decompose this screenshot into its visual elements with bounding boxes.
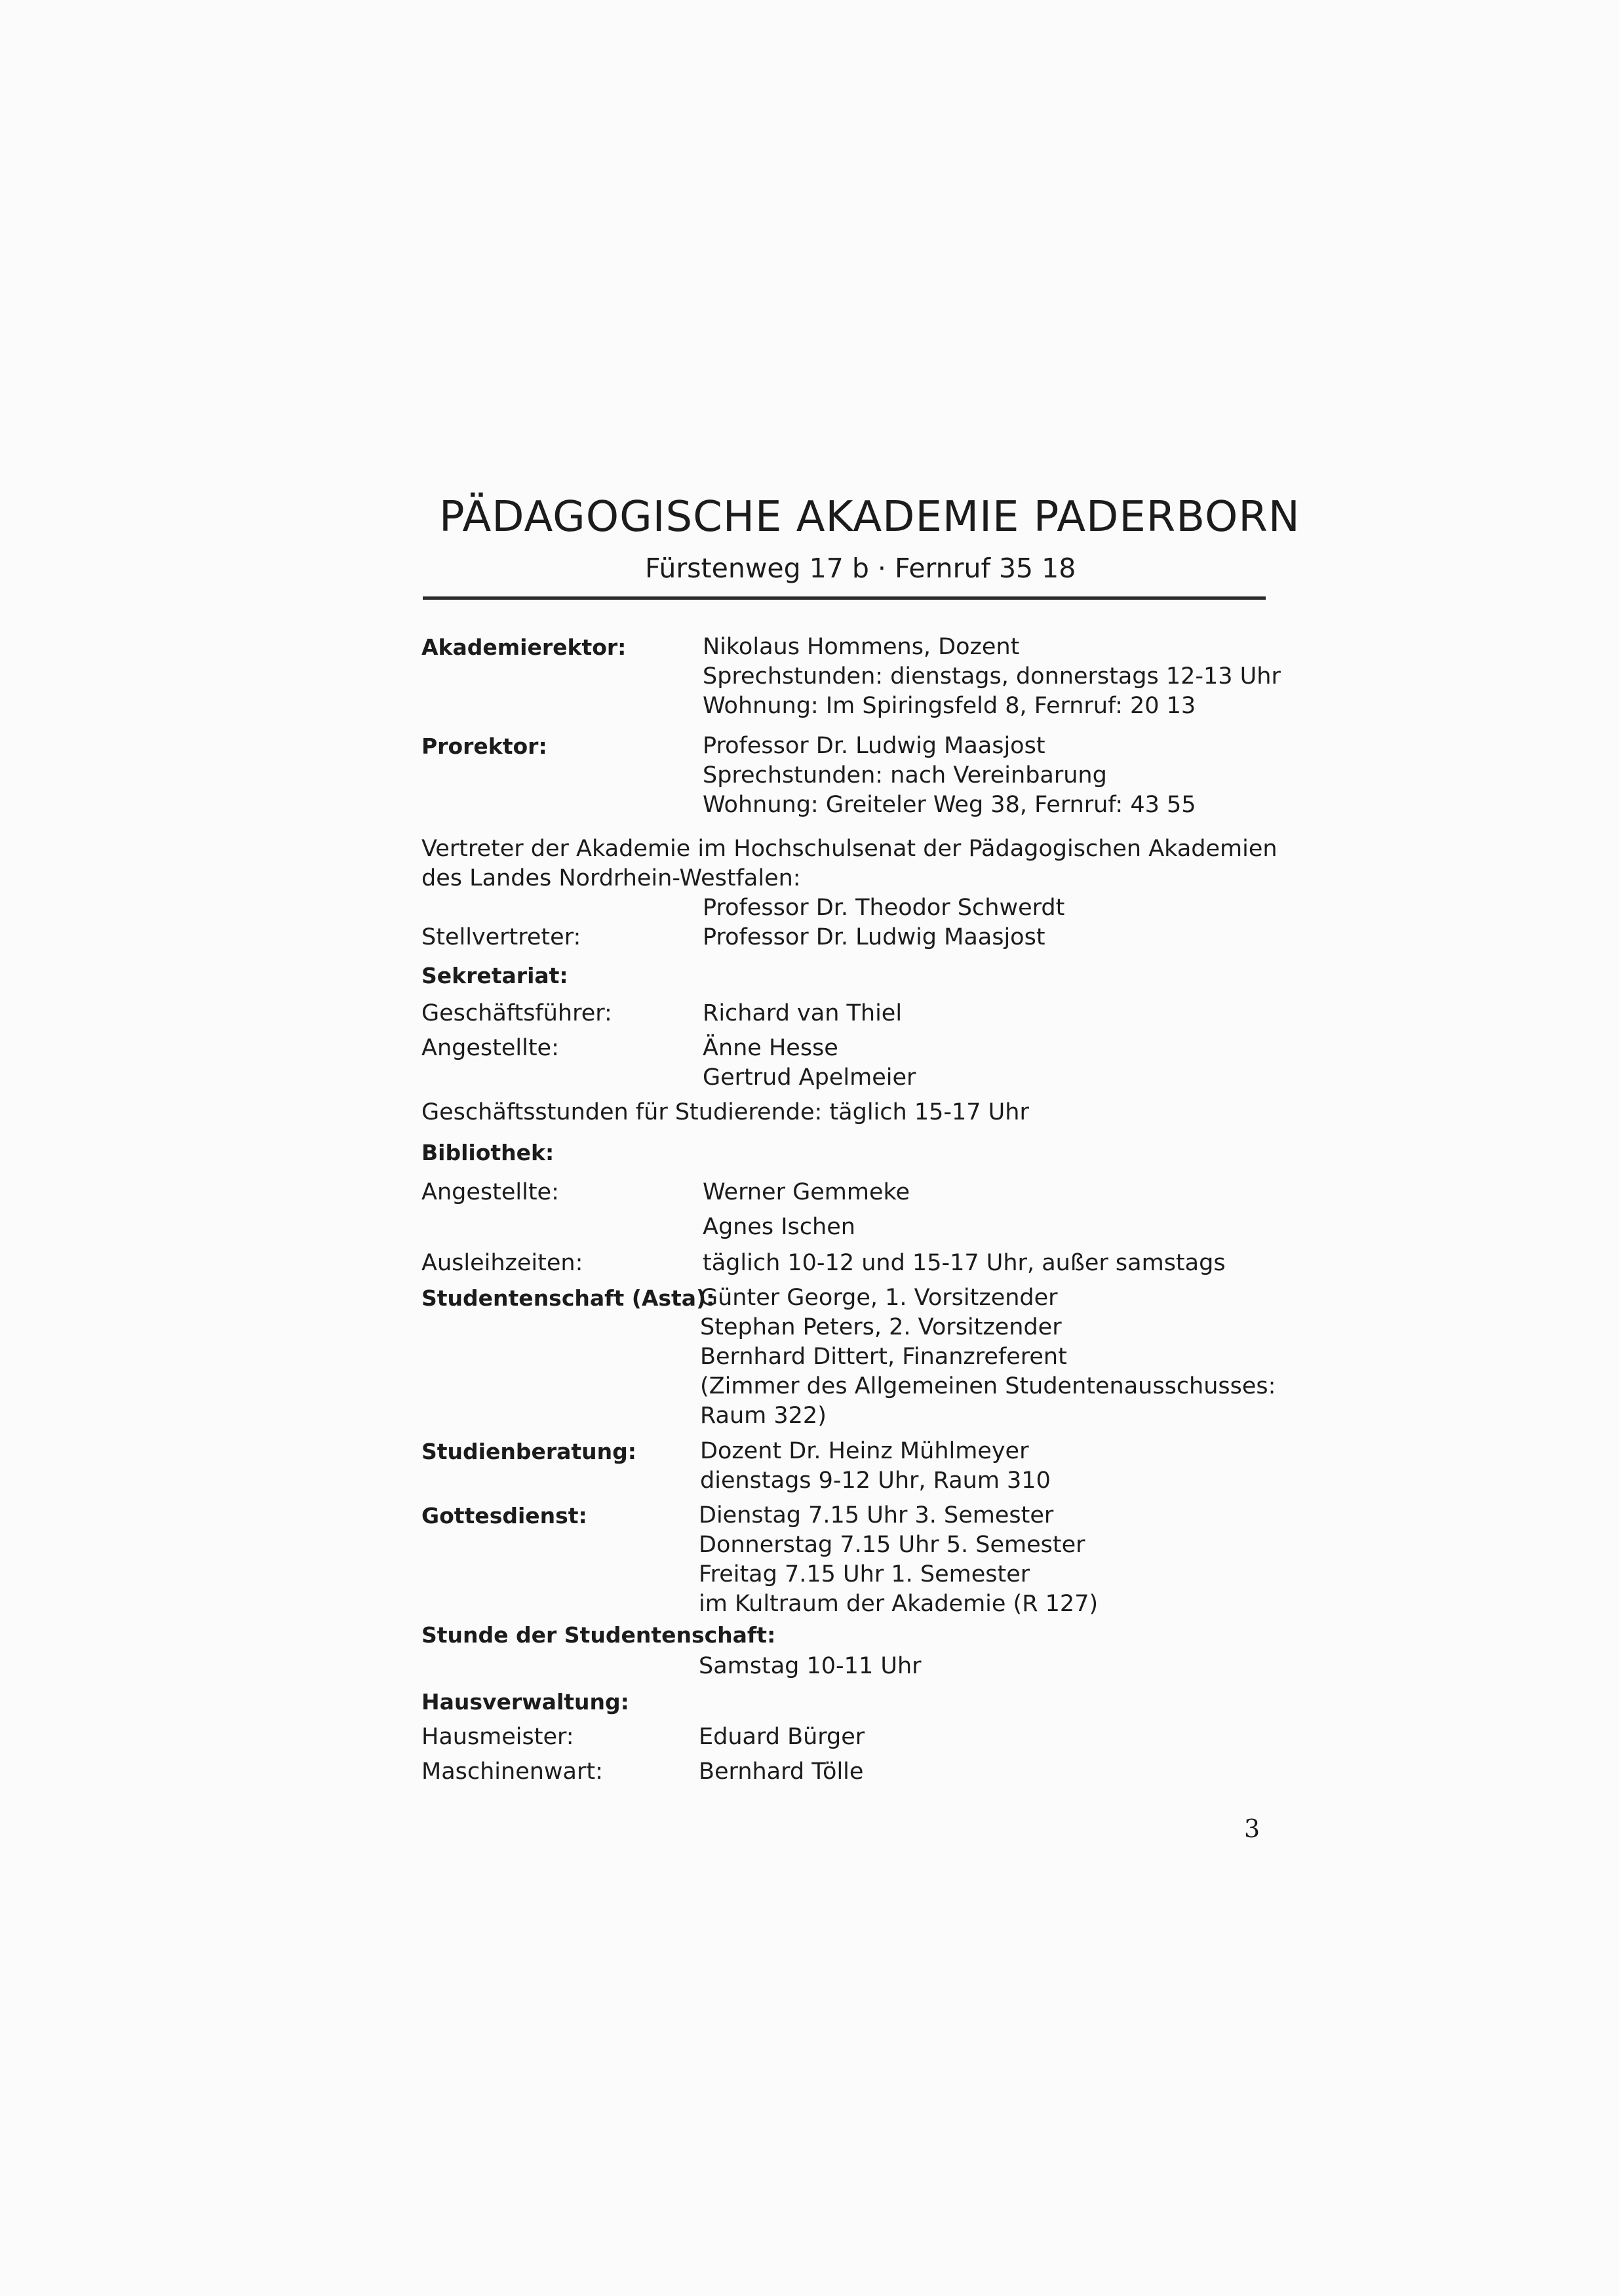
bibliothek-heading: Bibliothek: xyxy=(421,1140,555,1165)
page-title: PÄDAGOGISCHE AKADEMIE PADERBORN xyxy=(439,493,1300,541)
maschinenwart-name: Bernhard Tölle xyxy=(699,1759,864,1785)
ausleih-value: täglich 10-12 und 15-17 Uhr, außer samstags xyxy=(703,1250,1226,1276)
rektor-line: Nikolaus Hommens, Dozent xyxy=(703,634,1020,660)
bib-angestellte-name: Agnes Ischen xyxy=(703,1214,855,1240)
address-line: Fürstenweg 17 b · Fernruf 35 18 xyxy=(645,553,1076,584)
stunde-label: Stunde der Studentenschaft: xyxy=(421,1622,776,1648)
sekretariat-heading: Sekretariat: xyxy=(421,963,568,988)
page-number: 3 xyxy=(1244,1814,1260,1843)
asta-line: Günter George, 1. Vorsitzender xyxy=(700,1285,1058,1311)
studienberatung-line: dienstags 9-12 Uhr, Raum 310 xyxy=(700,1468,1051,1494)
vertreter-name: Professor Dr. Theodor Schwerdt xyxy=(703,895,1065,921)
stellvertreter-label: Stellvertreter: xyxy=(421,924,581,950)
prorektor-label: Prorektor: xyxy=(421,733,547,759)
vertreter-text: Vertreter der Akademie im Hochschulsenat der Pädagogischen Akademien xyxy=(421,836,1278,862)
gottesdienst-label: Gottesdienst: xyxy=(421,1503,587,1528)
gottesdienst-line: Freitag 7.15 Uhr 1. Semester xyxy=(699,1561,1030,1587)
angestellte-label: Angestellte: xyxy=(421,1035,559,1061)
gf-label: Geschäftsführer: xyxy=(421,1000,612,1026)
hausverwaltung-heading: Hausverwaltung: xyxy=(421,1689,629,1715)
asta-line: (Zimmer des Allgemeinen Studentenausschusses: xyxy=(700,1373,1276,1399)
hausmeister-name: Eduard Bürger xyxy=(699,1724,865,1750)
prorektor-line: Professor Dr. Ludwig Maasjost xyxy=(703,733,1045,759)
hausmeister-label: Hausmeister: xyxy=(421,1724,574,1750)
rektor-line: Wohnung: Im Spiringsfeld 8, Fernruf: 20 13 xyxy=(703,693,1196,719)
prorektor-line: Sprechstunden: nach Vereinbarung xyxy=(703,762,1107,788)
maschinenwart-label: Maschinenwart: xyxy=(421,1759,603,1785)
prorektor-line: Wohnung: Greiteler Weg 38, Fernruf: 43 55 xyxy=(703,792,1196,818)
stellvertreter-name: Professor Dr. Ludwig Maasjost xyxy=(703,924,1045,950)
stunde-value: Samstag 10-11 Uhr xyxy=(699,1653,922,1679)
vertreter-text: des Landes Nordrhein-Westfalen: xyxy=(421,865,801,891)
gottesdienst-line: Dienstag 7.15 Uhr 3. Semester xyxy=(699,1502,1054,1528)
gottesdienst-line: Donnerstag 7.15 Uhr 5. Semester xyxy=(699,1532,1085,1558)
asta-line: Raum 322) xyxy=(700,1403,827,1429)
bib-angestellte-name: Werner Gemmeke xyxy=(703,1179,910,1205)
rektor-label: Akademierektor: xyxy=(421,634,627,660)
studienberatung-line: Dozent Dr. Heinz Mühlmeyer xyxy=(700,1438,1029,1464)
gottesdienst-line: im Kultraum der Akademie (R 127) xyxy=(699,1591,1099,1617)
gf-name: Richard van Thiel xyxy=(703,1000,903,1026)
header-divider xyxy=(423,596,1266,600)
ausleih-label: Ausleihzeiten: xyxy=(421,1250,583,1276)
rektor-line: Sprechstunden: dienstags, donnerstags 12-13 Uhr xyxy=(703,663,1281,690)
asta-line: Stephan Peters, 2. Vorsitzender xyxy=(700,1314,1062,1340)
angestellte-name: Gertrud Apelmeier xyxy=(703,1064,916,1091)
angestellte-name: Änne Hesse xyxy=(703,1035,838,1061)
studienberatung-label: Studienberatung: xyxy=(421,1439,636,1464)
bib-angestellte-label: Angestellte: xyxy=(421,1179,559,1205)
geschaeftsstunden: Geschäftsstunden für Studierende: täglich 15-17 Uhr xyxy=(421,1099,1029,1125)
asta-label: Studentenschaft (Asta): xyxy=(421,1285,715,1311)
asta-line: Bernhard Dittert, Finanzreferent xyxy=(700,1344,1067,1370)
